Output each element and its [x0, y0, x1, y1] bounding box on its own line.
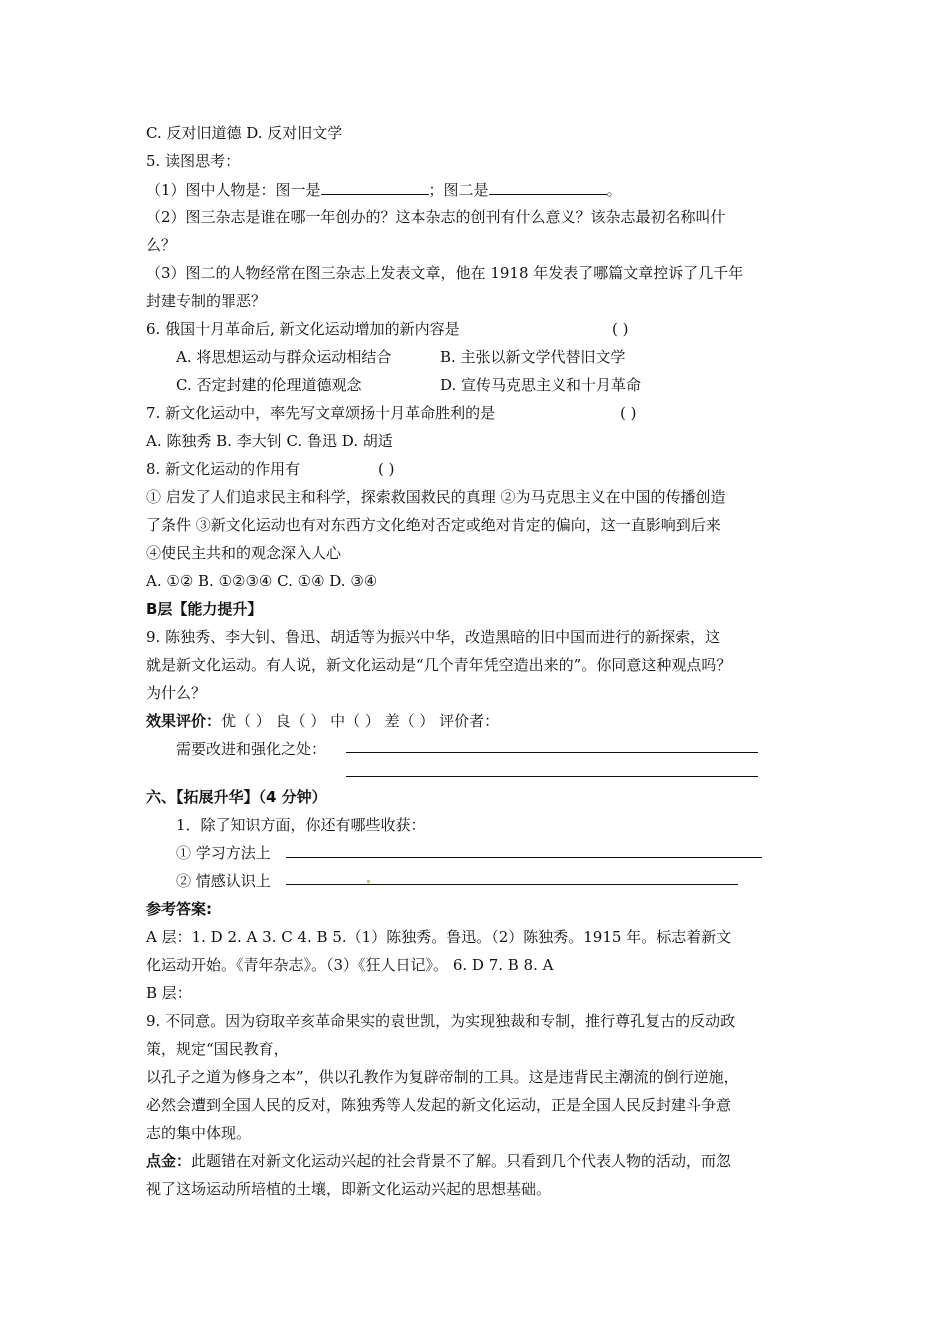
q6-stem: 6. 俄国十月革命后, 新文化运动增加的新内容是 [146, 320, 460, 338]
q7-answer-paren: ( ) [620, 404, 637, 422]
q6-option-a: A. 将思想运动与群众运动相结合 [176, 348, 392, 366]
q5-part1-text-a: （1）图中人物是：图一是 [146, 181, 321, 199]
learning-method-line [286, 857, 762, 858]
improvement-answer-line-2 [346, 776, 758, 777]
answer-blank-figure1 [321, 178, 429, 195]
section-b-heading: B层【能力提升】 [146, 600, 263, 618]
q8-line3: ④使民主共和的观念深入人心 [146, 544, 342, 562]
tip-label: 点金： [146, 1152, 192, 1170]
tip-line1 [146, 1150, 731, 1172]
improvement-answer-line-1 [346, 752, 758, 753]
answers-b-line1: 9. 不同意。因为窃取辛亥革命果实的袁世凯，为实现独裁和专制，推行尊孔复古的反动政 [146, 1012, 736, 1030]
q6-option-d: D. 宣传马克思主义和十月革命 [440, 376, 642, 394]
tip-text: 此题错在对新文化运动兴起的社会背景不了解。只看到几个代表人物的活动，而忽 [191, 1152, 732, 1170]
q5-part2-line2: 么？ [146, 236, 177, 254]
q7-stem: 7. 新文化运动中，率先写文章颂扬十月革命胜利的是 [146, 404, 496, 422]
answers-b-label: B 层： [146, 984, 192, 1002]
answers-a-line2: 化运动开始。《青年杂志》。（3）《狂人日记》。 6. D 7. B 8. A [146, 956, 554, 974]
q8-stem: 8. 新文化运动的作用有 [146, 460, 301, 478]
q5-part3-line2: 封建专制的罪恶？ [146, 292, 267, 310]
q4-options: C. 反对旧道德 D. 反对旧文学 [146, 124, 343, 142]
q6-answer-paren: ( ) [612, 320, 629, 338]
q8-options: A. ①② B. ①②③④ C. ①④ D. ③④ [146, 572, 378, 590]
answers-b-line4: 必然会遭到全国人民的反对，陈独秀等人发起的新文化运动，正是全国人民反封建斗争意 [146, 1096, 732, 1114]
answers-b-line2: 策，规定“国民教育， [146, 1040, 289, 1058]
emotional-cognition-line [286, 884, 738, 885]
q5-part1 [146, 178, 622, 200]
emotional-cognition-label: ② 情感认识上 [176, 872, 271, 890]
tip-line2: 视了这场运动所培植的土壤，即新文化运动兴起的思想基础。 [146, 1180, 552, 1198]
answers-a-line1: A 层：1. D 2. A 3. C 4. B 5.（1）陈独秀。鲁迅。（2）陈独秀。1915 年。标志着新文 [146, 928, 732, 946]
evaluation-row [146, 710, 499, 732]
q5-title: 5. 读图思考： [146, 152, 241, 170]
answers-heading: 参考答案: [146, 900, 212, 918]
gains-question: 1．除了知识方面，你还有哪些收获： [176, 816, 426, 834]
q9-line1: 9. 陈独秀、李大钊、鲁迅、胡适等为振兴中华，改造黑暗的旧中国而进行的新探索，这 [146, 628, 721, 646]
q7-options: A. 陈独秀 B. 李大钊 C. 鲁迅 D. 胡适 [146, 432, 393, 450]
answers-b-line5: 志的集中体现。 [146, 1124, 252, 1142]
section-six-heading: 六、【拓展升华】（4 分钟） [146, 788, 327, 806]
answer-blank-figure2 [489, 178, 607, 195]
q8-line2: 了条件 ③新文化运动也有对东西方文化绝对否定或绝对肯定的偏向，这一直影响到后来 [146, 516, 721, 534]
q9-line2: 就是新文化运动。有人说，新文化运动是“几个青年凭空造出来的”。你同意这种观点吗？ [146, 656, 732, 674]
q6-option-c: C. 否定封建的伦理道德观念 [176, 376, 362, 394]
q8-line1: ① 启发了人们追求民主和科学，探索救国救民的真理 ②为马克思主义在中国的传播创造 [146, 488, 726, 506]
q5-part2-line1: （2）图三杂志是谁在哪一年创办的？这本杂志的创刊有什么意义？该杂志最初名称叫什 [146, 208, 726, 226]
answers-b-line3: 以孔子之道为修身之本”，供以孔教作为复辟帝制的工具。这是违背民主潮流的倒行逆施， [146, 1068, 739, 1086]
q5-part1-text-c: 。 [606, 181, 622, 199]
q9-line3: 为什么？ [146, 684, 207, 702]
q5-part3-line1: （3）图二的人物经常在图三杂志上发表文章，他在 1918 年发表了哪篇文章控诉了几千年 [146, 264, 744, 282]
q5-part1-text-b: ；图二是 [428, 181, 489, 199]
evaluation-label: 效果评价： [146, 712, 222, 730]
speck-mark [367, 880, 370, 883]
improvement-label: 需要改进和强化之处： [176, 740, 327, 758]
evaluation-options: 优（ ） 良（ ） 中（ ） 差（ ） 评价者： [221, 712, 500, 730]
q8-answer-paren: ( ) [378, 460, 395, 478]
learning-method-label: ① 学习方法上 [176, 844, 271, 862]
q6-option-b: B. 主张以新文学代替旧文学 [440, 348, 626, 366]
